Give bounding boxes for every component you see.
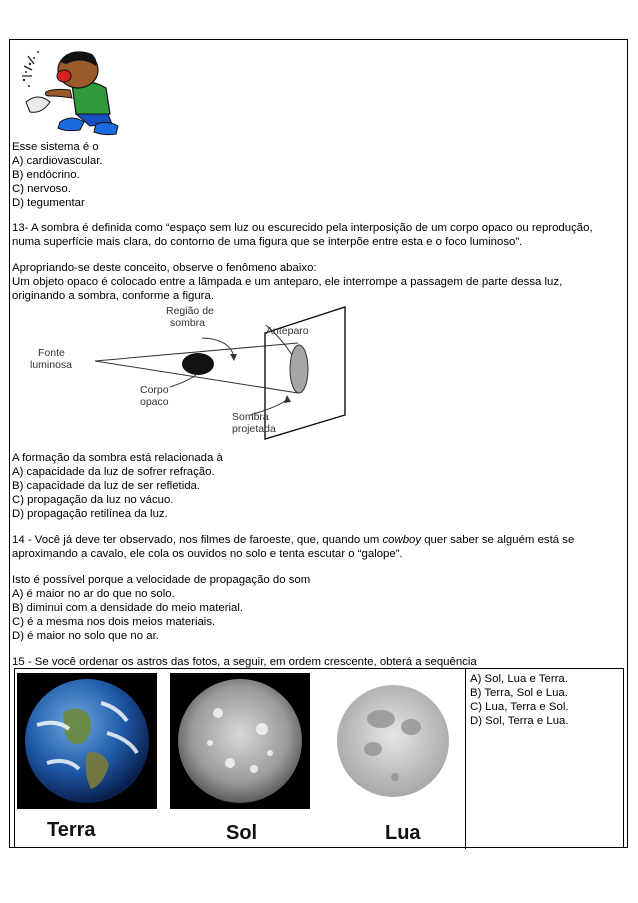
earth-label: Terra	[47, 819, 96, 841]
label-regiao-1: Região de	[166, 305, 214, 317]
q13-option-a: A) capacidade da luz de sofrer refração.	[12, 466, 215, 478]
q13-text-line4: Um objeto opaco é colocado entre a lâmpada e um anteparo, ele interrompe a passagem de parte dessa luz,	[12, 276, 563, 288]
q12-option-b: B) endócrino.	[12, 169, 80, 181]
q15-option-d: D) Sol, Terra e Lua.	[470, 715, 569, 727]
q15-options	[470, 672, 569, 728]
label-regiao-2: sombra	[170, 317, 206, 329]
q14-line1-end: quer saber se alguém está se	[421, 534, 575, 546]
moon-label: Lua	[385, 822, 421, 843]
q15-option-c: C) Lua, Terra e Sol.	[470, 701, 569, 713]
q14-stem: Isto é possível porque a velocidade de propagação do som	[12, 574, 311, 586]
opaque-body	[182, 353, 214, 375]
q14-text-line2: aproximando a cavalo, ele cola os ouvidos no solo e tenta escutar o “galope”.	[12, 548, 403, 560]
moon-photo	[323, 673, 463, 843]
earth-photo	[17, 673, 157, 843]
q15-stem: 15 - Se você ordenar os astros das fotos, a seguir, em ordem crescente, obterá a sequência	[12, 656, 477, 668]
arrow-regiao	[202, 338, 234, 357]
sun-label: Sol	[226, 822, 258, 843]
q14-option-c: C) é a mesma nos dois meios materiais.	[12, 616, 216, 628]
label-corpo-1: Corpo	[140, 384, 169, 396]
q13-text-line1: 13- A sombra é definida como “espaço sem luz ou escurecido pela interposição de um corpo opaco ou reprodução,	[12, 222, 593, 234]
q14-line1-start: 14 - Você já deve ter observado, nos filmes de faroeste, que, quando um	[12, 534, 383, 546]
q12-option-c: C) nervoso.	[12, 183, 71, 195]
q12-option-a: A) cardiovascular.	[12, 155, 103, 167]
projected-shadow	[290, 345, 308, 393]
q13-option-d: D) propagação retilínea da luz.	[12, 508, 168, 520]
q13-text-line3: Apropriando-se deste conceito, observe o fenômeno abaixo:	[12, 262, 317, 274]
label-corpo-2: opaco	[140, 396, 169, 408]
sun-photo	[170, 673, 310, 843]
sneezing-boy-illustration	[20, 44, 122, 136]
table-divider	[465, 669, 466, 849]
q13-stem: A formação da sombra está relacionada à	[12, 452, 223, 464]
label-fonte-1: Fonte	[38, 347, 65, 359]
q14-option-a: A) é maior no ar do que no solo.	[12, 588, 175, 600]
label-fonte-2: luminosa	[30, 359, 73, 371]
q14-line1-italic: cowboy	[382, 534, 422, 546]
q13-option-c: C) propagação da luz no vácuo.	[12, 494, 174, 506]
q14-option-b: B) diminui com a densidade do meio material.	[12, 602, 244, 614]
astros-table	[14, 668, 624, 848]
label-sombra-2: projetada	[232, 423, 276, 435]
q13-option-b: B) capacidade da luz de ser refletida.	[12, 480, 201, 492]
q14-option-d: D) é maior no solo que no ar.	[12, 630, 159, 642]
q15-option-b: B) Terra, Sol e Lua.	[470, 687, 568, 699]
q13-text-line5: originando a sombra, conforme a figura.	[12, 290, 214, 302]
q14-text-line1	[12, 534, 574, 548]
q12-option-d: D) tegumentar	[12, 197, 85, 209]
q12-stem: Esse sistema é o	[12, 141, 99, 153]
shadow-diagram	[20, 303, 350, 441]
q13-text-line2: numa superfície mais clara, do contorno de uma figura que se interpõe entre esta e o foco luminoso”.	[12, 236, 523, 248]
label-anteparo: Anteparo	[266, 325, 309, 337]
label-sombra-1: Sombra	[232, 411, 269, 423]
q15-option-a: A) Sol, Lua e Terra.	[470, 673, 568, 685]
